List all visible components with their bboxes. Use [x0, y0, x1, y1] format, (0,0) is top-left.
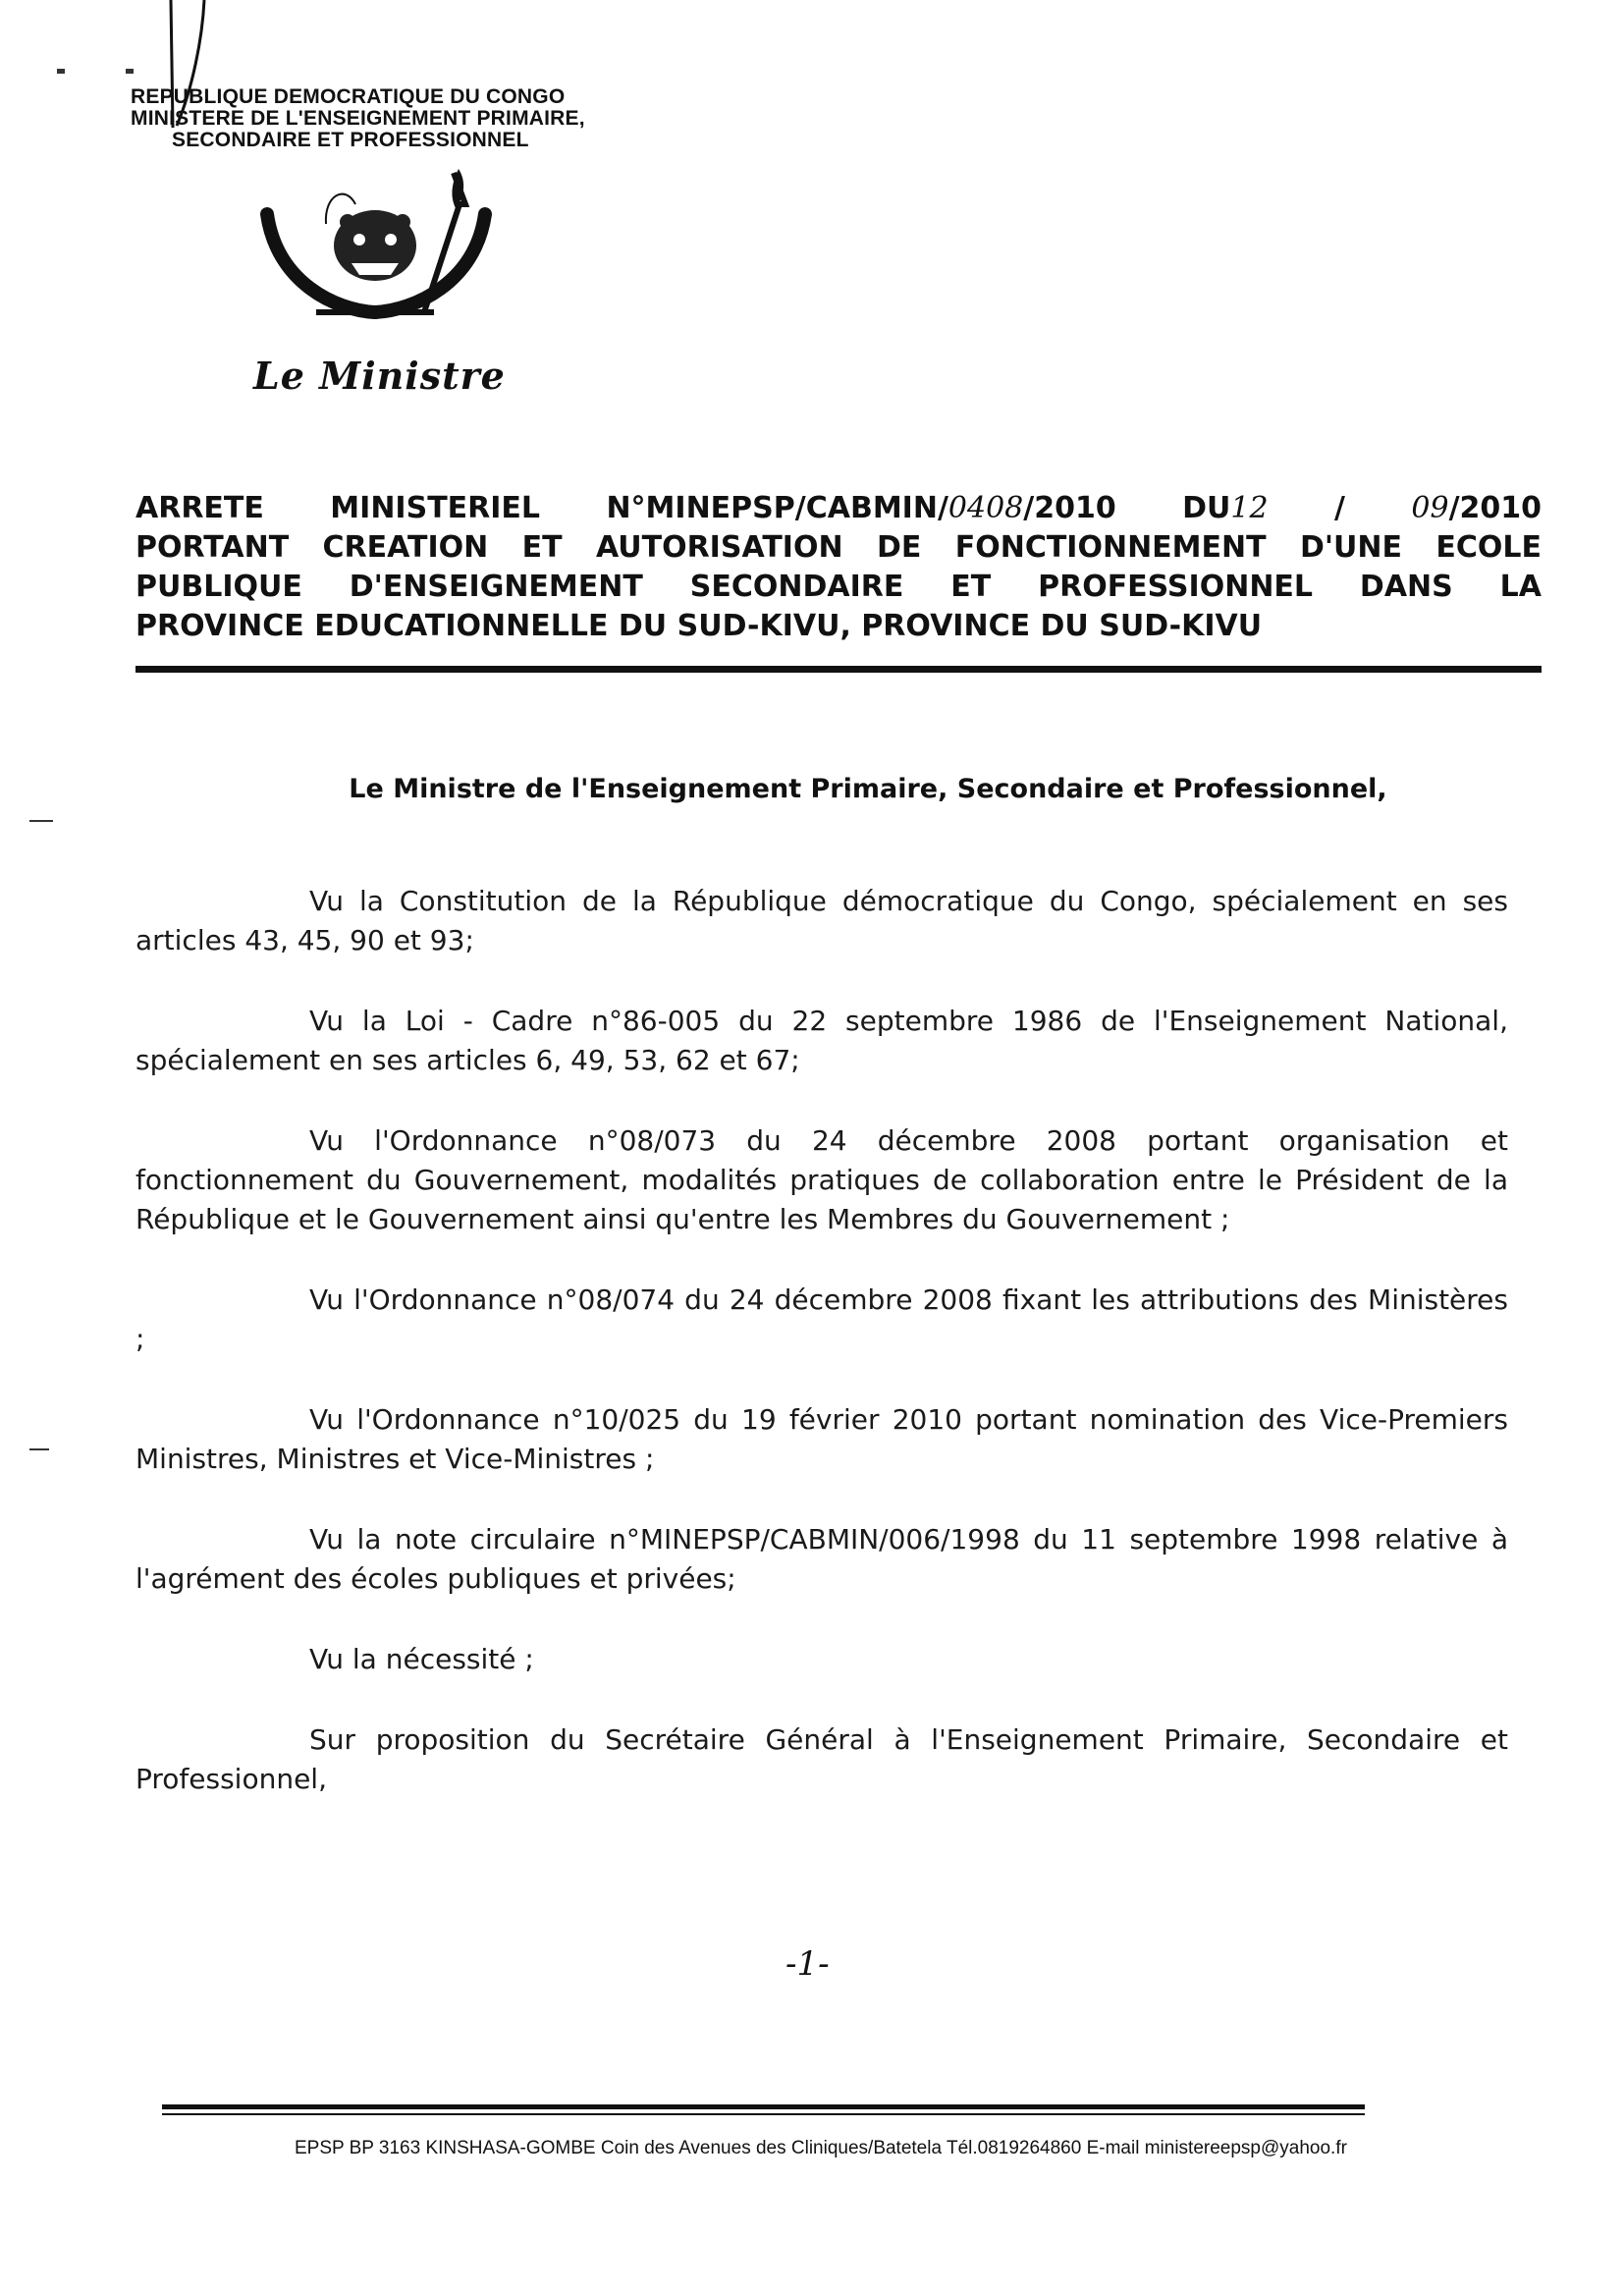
decree-title-line-3: PUBLIQUE D'ENSEIGNEMENT SECONDAIRE ET PROFESSIONNEL DANS LA — [135, 570, 1542, 604]
vu-ordonnance-08-074: Vu l'Ordonnance n°08/074 du 24 décembre 2008 fixant les attributions des Ministères ; — [135, 1283, 1508, 1355]
vu-note-circulaire: Vu la note circulaire n°MINEPSP/CABMIN/006/1998 du 11 septembre 1998 relative à l'agrément des écoles publiques et privées; — [135, 1523, 1508, 1595]
decree-title-line-4: PROVINCE EDUCATIONNELLE DU SUD-KIVU, PROVINCE DU SUD-KIVU — [135, 609, 1263, 643]
header-line-ministry: MINISTERE DE L'ENSEIGNEMENT PRIMAIRE, — [131, 107, 585, 130]
ministry-header — [131, 86, 585, 151]
header-line-sector: SECONDAIRE ET PROFESSIONNEL — [172, 129, 529, 151]
page-number-mark: -1- — [785, 1944, 830, 1984]
footer-rule-thick — [162, 2104, 1365, 2109]
minister-title-script: Le Ministre — [253, 354, 506, 398]
decree-body — [135, 882, 1508, 1840]
decree-title-line-1: ARRETE MINISTERIEL N°MINEPSP/CABMIN/0408/2010 DU12 / 09/2010 — [135, 491, 1543, 525]
coat-of-arms-icon — [257, 165, 493, 332]
decree-month-handwritten: 09 — [1411, 491, 1449, 525]
header-line-republic: REPUBLIQUE DEMOCRATIQUE DU CONGO — [131, 85, 566, 108]
vu-necessite: Vu la nécessité ; — [309, 1643, 534, 1675]
scan-speck — [29, 1448, 49, 1450]
minister-lead: Le Ministre de l'Enseignement Primaire, Secondaire et Professionnel, — [349, 774, 1387, 804]
sur-proposition: Sur proposition du Secrétaire Général à l'Enseignement Primaire, Secondaire et Professionnel, — [135, 1723, 1508, 1795]
vu-ordonnance-10-025: Vu l'Ordonnance n°10/025 du 19 février 2010 portant nomination des Vice-Premiers Ministres, Ministres et Vice-Ministres ; — [135, 1403, 1508, 1475]
vu-constitution: Vu la Constitution de la République démocratique du Congo, spécialement en ses articles 43, 45, 90 et 93; — [135, 885, 1508, 956]
scan-speck — [57, 69, 65, 74]
vu-ordonnance-08-073: Vu l'Ordonnance n°08/073 du 24 décembre 2008 portant organisation et fonctionnement du Gouvernement, modalités pratiques de collaboration entre le Président de la République et le Gouvernement ainsi qu'entre les Membres du Gouvernement ; — [135, 1124, 1508, 1235]
scan-speck — [29, 820, 53, 822]
footer-rule-thin — [162, 2113, 1365, 2115]
decree-title — [135, 489, 1542, 646]
decree-day-handwritten: 12 — [1230, 491, 1269, 525]
scan-speck — [126, 69, 134, 74]
decree-title-line-2: PORTANT CREATION ET AUTORISATION DE FONCTIONNEMENT D'UNE ECOLE — [135, 530, 1542, 565]
title-divider — [135, 666, 1542, 673]
decree-number-handwritten: 0408 — [947, 491, 1024, 525]
footer-contact: EPSP BP 3163 KINSHASA-GOMBE Coin des Avenues des Cliniques/Batetela Tél.0819264860 E-mail ministereepsp@yahoo.fr — [295, 2138, 1347, 2158]
vu-loi-cadre: Vu la Loi - Cadre n°86-005 du 22 septembre 1986 de l'Enseignement National, spécialement en ses articles 6, 49, 53, 62 et 67; — [135, 1005, 1508, 1076]
